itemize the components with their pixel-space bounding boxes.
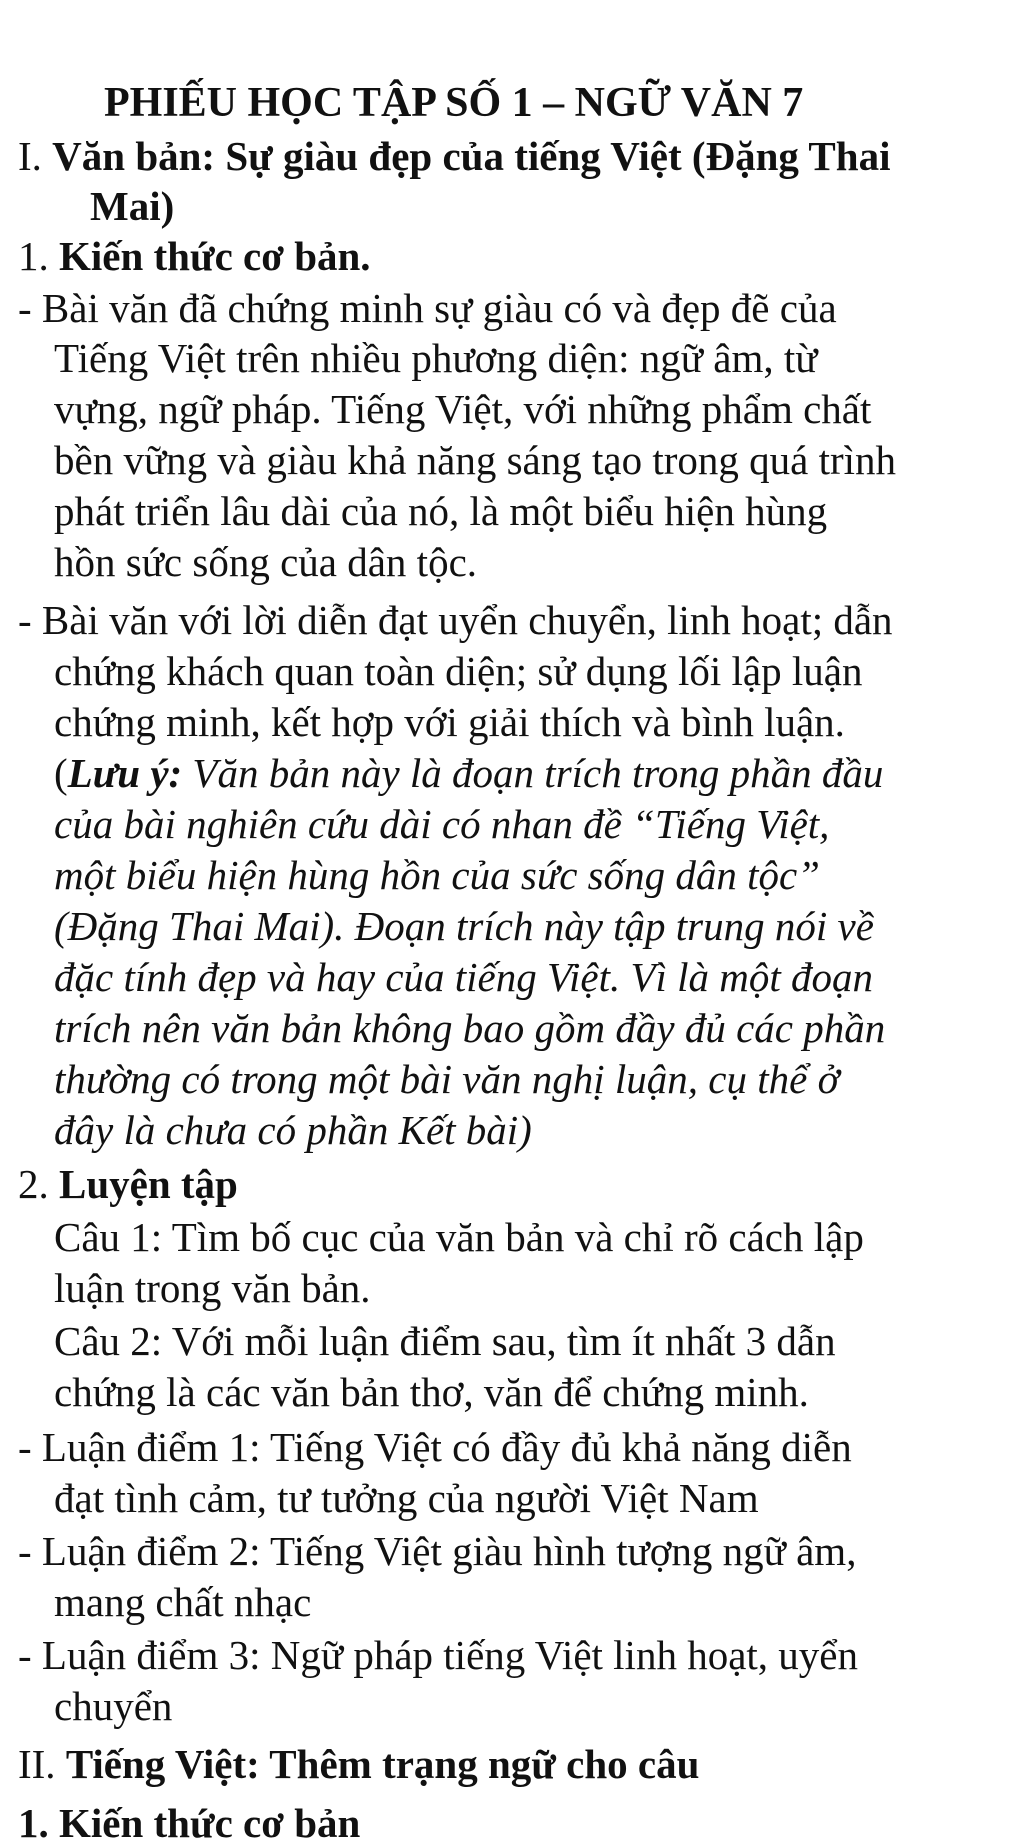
note-line: (Đặng Thai Mai). Đoạn trích này tập trung nói về	[54, 903, 874, 949]
point-2-line: mang chất nhạc	[54, 1579, 312, 1625]
section-heading-text: Tiếng Việt: Thêm trạng ngữ cho câu	[65, 1741, 700, 1787]
section2-heading	[18, 1739, 699, 1789]
note-line	[54, 748, 883, 798]
part-heading-text: Luyện tập	[59, 1161, 238, 1207]
section-number: II.	[18, 1741, 56, 1787]
para1-line: bền vững và giàu khả năng sáng tạo trong quá trình	[54, 437, 897, 483]
question-1-line: luận trong văn bản.	[54, 1265, 371, 1311]
question-2-line: chứng là các văn bản thơ, văn để chứng minh.	[54, 1369, 809, 1415]
note-line: đây là chưa có phần Kết bài)	[54, 1107, 532, 1153]
note-line: đặc tính đẹp và hay của tiếng Việt. Vì là một đoạn	[54, 954, 874, 1000]
para1-line: vựng, ngữ pháp. Tiếng Việt, với những phẩm chất	[54, 386, 872, 432]
para2-line: chứng minh, kết hợp với giải thích và bình luận.	[54, 699, 845, 745]
part-heading-text: Kiến thức cơ bản.	[59, 233, 371, 279]
para2-line: chứng khách quan toàn diện; sử dụng lối lập luận	[54, 648, 863, 694]
page-title: PHIẾU HỌC TẬP SỐ 1 – NGỮ VĂN 7	[104, 80, 804, 126]
part2-heading	[18, 1159, 238, 1209]
point-2-line: - Luận điểm 2: Tiếng Việt giàu hình tượng ngữ âm,	[18, 1528, 857, 1574]
note-label: Lưu ý:	[67, 750, 183, 796]
para2-line: - Bài văn với lời diễn đạt uyển chuyển, linh hoạt; dẫn	[18, 597, 893, 643]
part-number: 2.	[18, 1161, 49, 1207]
note-line: của bài nghiên cứu dài có nhan đề “Tiếng Việt,	[54, 801, 830, 847]
part-number: 1.	[18, 233, 49, 279]
para1-line: hồn sức sống của dân tộc.	[54, 539, 478, 585]
note-line: trích nên văn bản không bao gồm đầy đủ các phần	[54, 1005, 886, 1051]
point-3-line: - Luận điểm 3: Ngữ pháp tiếng Việt linh hoạt, uyển	[18, 1632, 858, 1678]
section1-heading-cont: Mai)	[90, 183, 175, 229]
note-open-paren: (	[54, 750, 68, 796]
section1-heading	[18, 131, 890, 181]
para1-line: Tiếng Việt trên nhiều phương diện: ngữ âm, từ	[54, 335, 818, 381]
point-1-line: đạt tình cảm, tư tưởng của người Việt Nam	[54, 1475, 759, 1521]
question-2-line: Câu 2: Với mỗi luận điểm sau, tìm ít nhất 3 dẫn	[54, 1318, 836, 1364]
note-text: Văn bản này là đoạn trích trong phần đầu	[182, 750, 884, 796]
point-3-line: chuyển	[54, 1683, 173, 1729]
section-number: I.	[18, 133, 42, 179]
point-1-line: - Luận điểm 1: Tiếng Việt có đầy đủ khả năng diễn	[18, 1424, 852, 1470]
para1-line: phát triển lâu dài của nó, là một biểu hiện hùng	[54, 488, 828, 534]
note-line: một biểu hiện hùng hồn của sức sống dân tộc”	[54, 852, 820, 898]
para1-line: - Bài văn đã chứng minh sự giàu có và đẹp đẽ của	[18, 285, 837, 331]
cutoff-line: 1. Kiến thức cơ bản	[18, 1800, 361, 1846]
note-line: thường có trong một bài văn nghị luận, cụ thể ở	[54, 1056, 840, 1102]
question-1-line: Câu 1: Tìm bố cục của văn bản và chỉ rõ cách lập	[54, 1214, 864, 1260]
part1-heading	[18, 231, 371, 281]
section-heading-text: Văn bản: Sự giàu đẹp của tiếng Việt (Đặng Thai	[52, 133, 891, 179]
